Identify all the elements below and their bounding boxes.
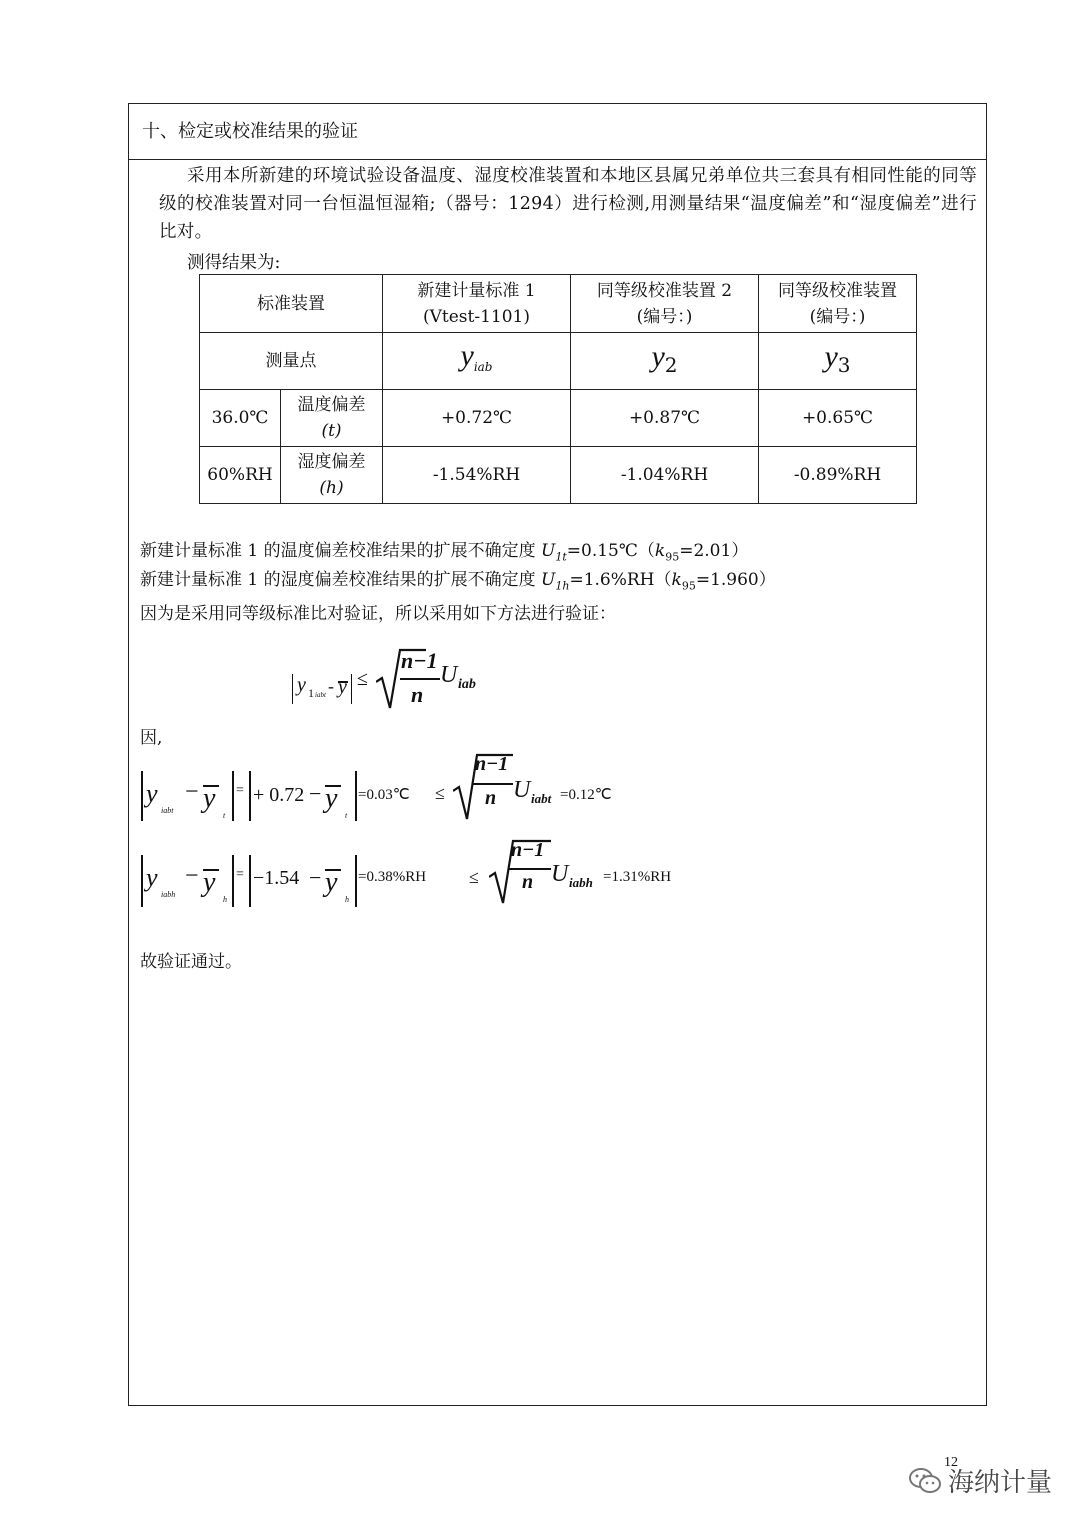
row-value: -1.04%RH	[571, 447, 759, 504]
form-frame	[128, 103, 987, 1406]
uncertainty-hum: 新建计量标准 1 的湿度偏差校准结果的扩展不确定度 $U_{1h}=1.6\%RH(k_{95}=1.960)$	[140, 570, 776, 593]
row-value: +0.87℃	[571, 390, 759, 447]
header-col-1: 新建计量标准 1 (Vtest-1101)	[383, 275, 571, 333]
row-quantity: 湿度偏差 (h)	[281, 447, 383, 504]
y-symbol-3: y3	[759, 333, 917, 390]
page-number: 12	[944, 1455, 958, 1470]
hum-formula: y iabh − y h = −1.54 − y h =0.38%RH ≤ n−1 n U iabh =1.31%RH	[139, 837, 739, 912]
y-symbol-2: y2	[571, 333, 759, 390]
watermark	[908, 1462, 1052, 1499]
row-value: +0.72℃	[383, 390, 571, 447]
header-col-3: 同等级校准装置 (编号：)	[759, 275, 917, 333]
measure-point-label: 测量点	[200, 333, 383, 390]
row-value: +0.65℃	[759, 390, 917, 447]
conclusion-text: 故验证通过。	[140, 952, 242, 972]
temp-formula: y iabt − y t = + 0.72 − y t =0.03℃ ≤ n−1 n U iabt =0.12℃	[139, 749, 699, 824]
result-label: 测得结果为:	[187, 253, 281, 273]
because-label: 因,	[140, 728, 163, 748]
row-value: -0.89%RH	[759, 447, 917, 504]
y-symbol-1: $y_{iab}$	[383, 333, 571, 390]
uncertainty-temp: 新建计量标准 1 的温度偏差校准结果的扩展不确定度 $U_{1t}=0.15℃(k_{95}=2.01)$	[140, 541, 749, 564]
header-col-2: 同等级校准装置 2 (编号：)	[571, 275, 759, 333]
method-text: 因为是采用同等级标准比对验证，所以采用如下方法进行验证：	[140, 604, 616, 624]
table-row	[200, 447, 917, 504]
section-title: 十、检定或校准结果的验证	[129, 104, 986, 160]
header-standard-label: 标准装置	[200, 275, 383, 333]
table-row	[200, 390, 917, 447]
row-point: 60%RH	[200, 447, 281, 504]
intro-paragraph: 采用本所新建的环境试验设备温度、湿度校准装置和本地区县属兄弟单位共三套具有相同性能的同等级的校准装置对同一台恒温恒湿箱;（器号：1294）进行检测,用测量结果“温度偏差”和“湿度偏差”进行比对。	[159, 166, 977, 242]
row-quantity: 温度偏差 (t)	[281, 390, 383, 447]
wechat-icon	[908, 1467, 942, 1495]
measurement-table	[199, 274, 917, 504]
general-formula: y 1 iabt - y ≤ n−1 n U iab	[289, 644, 549, 714]
row-value: -1.54%RH	[383, 447, 571, 504]
watermark-text: 海纳计量	[948, 1468, 1053, 1498]
row-point: 36.0℃	[200, 390, 281, 447]
